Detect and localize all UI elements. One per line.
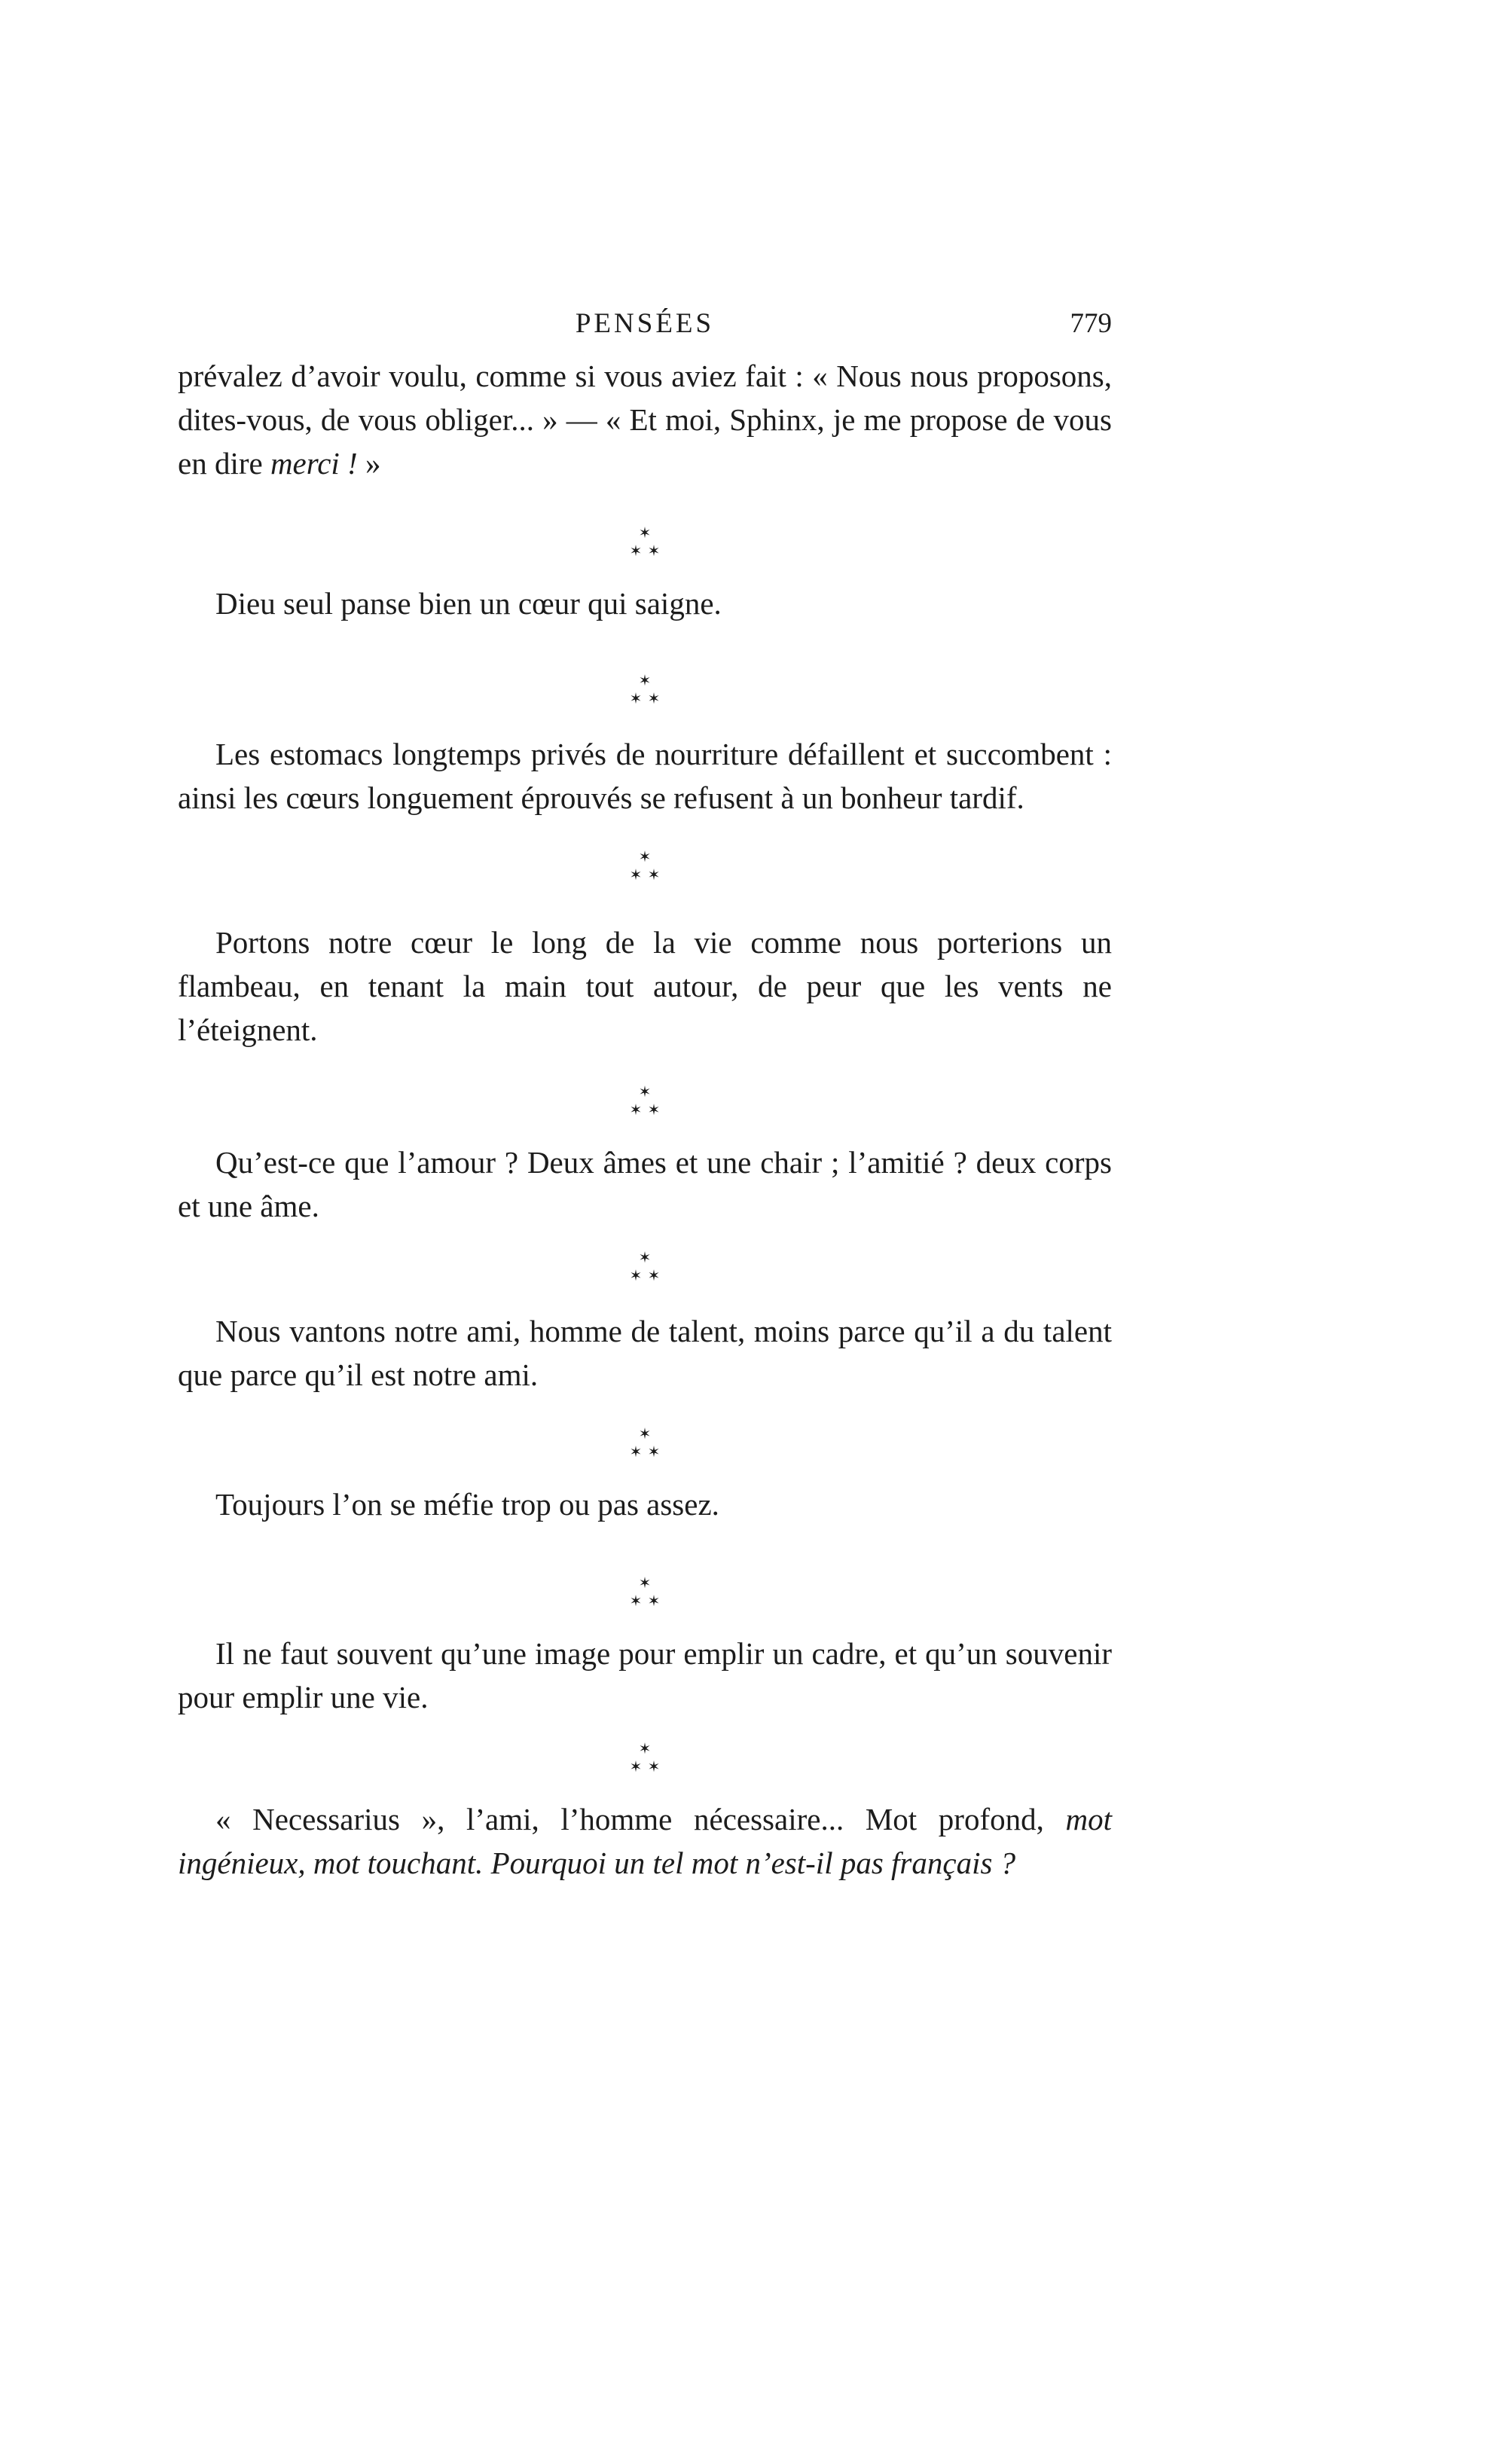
svg-text:✶: ✶ <box>629 689 643 707</box>
asterism-icon <box>622 1246 667 1291</box>
svg-text:✶: ✶ <box>638 1082 652 1101</box>
svg-text:✶: ✶ <box>638 1739 652 1757</box>
svg-text:✶: ✶ <box>638 524 652 542</box>
paragraph-text: « Necessarius », l’ami, l’homme nécessaire... Mot profond, <box>215 1802 1066 1837</box>
asterism-icon <box>622 521 667 566</box>
svg-text:✶: ✶ <box>638 1424 652 1443</box>
svg-text:✶: ✶ <box>629 1443 643 1461</box>
svg-text:✶: ✶ <box>647 689 661 707</box>
asterism-icon <box>622 1080 667 1125</box>
maxim-paragraph: Il ne faut souvent qu’une image pour emplir un cadre, et qu’un souvenir pour emplir une vie. <box>178 1636 1112 1714</box>
italic-phrase: mot ingénieux, mot touchant. Pourquoi un tel mot n’est-il pas français ? <box>178 1802 1112 1880</box>
italic-word: merci ! <box>270 446 358 481</box>
svg-text:✶: ✶ <box>638 1574 652 1592</box>
svg-text:✶: ✶ <box>629 1757 643 1775</box>
svg-text:✶: ✶ <box>638 671 652 689</box>
svg-text:✶: ✶ <box>629 1101 643 1119</box>
paragraph-continuation <box>178 354 1112 485</box>
svg-text:✶: ✶ <box>647 1443 661 1461</box>
running-head <box>178 301 1112 347</box>
maxim-paragraph: Dieu seul panse bien un cœur qui saigne. <box>215 586 722 621</box>
asterism-icon <box>622 1571 667 1617</box>
svg-text:✶: ✶ <box>647 866 661 884</box>
svg-text:✶: ✶ <box>638 847 652 866</box>
maxim-paragraph: Portons notre cœur le long de la vie comme nous porterions un flambeau, en tenant la main tout autour, de peur que les vents ne l’éteignent. <box>178 925 1112 1047</box>
maxim-paragraph-last <box>178 1797 1112 1885</box>
asterism-icon <box>622 1737 667 1782</box>
maxim-paragraph: Toujours l’on se méfie trop ou pas assez. <box>215 1487 719 1522</box>
paragraph-text: » <box>357 446 381 481</box>
svg-text:✶: ✶ <box>647 542 661 560</box>
maxim-paragraph: Les estomacs longtemps privés de nourriture défaillent et succombent : ainsi les cœurs longuement éprouvés se refusent à un bonheur tardif. <box>178 737 1112 815</box>
svg-text:✶: ✶ <box>629 542 643 560</box>
svg-text:✶: ✶ <box>629 866 643 884</box>
asterism-icon <box>622 1422 667 1467</box>
svg-text:✶: ✶ <box>647 1101 661 1119</box>
asterism-icon <box>622 669 667 714</box>
body-text <box>178 354 1112 1885</box>
maxim-paragraph: Qu’est-ce que l’amour ? Deux âmes et une chair ; l’amitié ? deux corps et une âme. <box>178 1145 1112 1223</box>
svg-text:✶: ✶ <box>647 1266 661 1284</box>
svg-text:✶: ✶ <box>647 1757 661 1775</box>
asterism-icon <box>622 845 667 890</box>
page-number: 779 <box>1070 308 1112 339</box>
svg-text:✶: ✶ <box>629 1592 643 1610</box>
paragraph-text: prévalez d’avoir voulu, comme si vous aviez fait : « Nous nous proposons, dites-vous, de vous obliger... » — « Et moi, Sphinx, je me propose de vous en dire <box>178 359 1112 481</box>
running-title: PENSÉES <box>575 308 715 339</box>
svg-text:✶: ✶ <box>638 1248 652 1266</box>
maxim-paragraph: Nous vantons notre ami, homme de talent, moins parce qu’il a du talent que parce qu’il est notre ami. <box>178 1314 1112 1392</box>
svg-text:✶: ✶ <box>629 1266 643 1284</box>
svg-text:✶: ✶ <box>647 1592 661 1610</box>
